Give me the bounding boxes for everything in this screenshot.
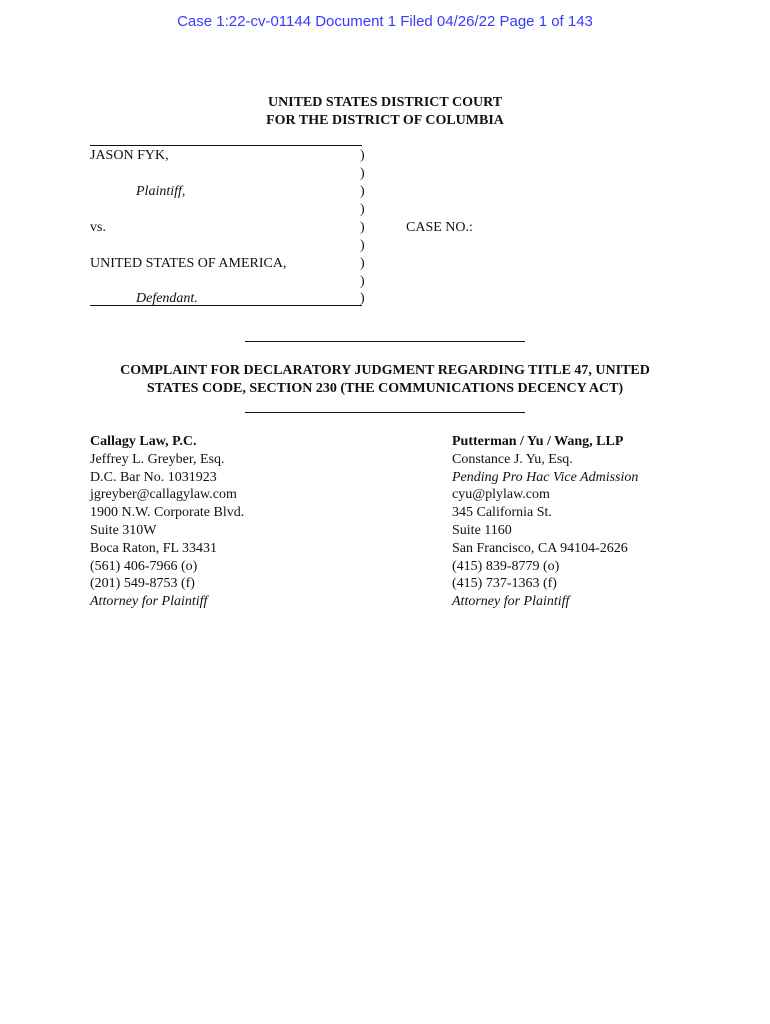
versus-label: vs. — [90, 220, 106, 235]
caption-paren: ) — [360, 148, 365, 163]
counsel-line: (415) 839-8779 (o) — [452, 558, 560, 574]
caption-paren: ) — [360, 274, 365, 289]
court-name: UNITED STATES DISTRICT COURT — [267, 95, 503, 110]
complaint-title — [60, 362, 710, 398]
caption-paren: ) — [360, 202, 365, 217]
defendant-name: UNITED STATES OF AMERICA, — [90, 256, 287, 271]
court-heading — [0, 94, 770, 130]
caption-paren: ) — [360, 184, 365, 199]
firm-name: Putterman / Yu / Wang, LLP — [452, 434, 624, 449]
plaintiff-name: JASON FYK, — [90, 148, 169, 163]
counsel-line: 1900 N.W. Corporate Blvd. — [90, 505, 245, 521]
title-bottom-rule — [245, 412, 525, 413]
counsel-line: Suite 1160 — [452, 522, 512, 538]
complaint-title-line: COMPLAINT FOR DECLARATORY JUDGMENT REGARDING TITLE 47, UNITED — [120, 363, 650, 378]
counsel-line: Constance J. Yu, Esq. — [452, 451, 573, 467]
title-top-rule — [245, 341, 525, 342]
counsel-line: jgreyber@callagylaw.com — [90, 487, 237, 503]
case-header-stamp: Case 1:22-cv-01144 Document 1 Filed 04/26/22 Page 1 of 143 — [177, 13, 593, 30]
counsel-role: Attorney for Plaintiff — [90, 594, 208, 610]
counsel-block-right — [452, 433, 638, 611]
caption-bottom-rule — [90, 305, 362, 306]
caption-paren: ) — [360, 220, 365, 235]
firm-name: Callagy Law, P.C. — [90, 434, 197, 449]
caption-paren: ) — [360, 256, 365, 271]
counsel-line: San Francisco, CA 94104-2626 — [452, 540, 628, 556]
admission-status: Pending Pro Hac Vice Admission — [452, 469, 639, 485]
counsel-role: Attorney for Plaintiff — [452, 594, 570, 610]
counsel-block-left — [90, 433, 244, 611]
counsel-line: (561) 406-7966 (o) — [90, 558, 198, 574]
court-district: FOR THE DISTRICT OF COLUMBIA — [266, 113, 504, 128]
caption-paren: ) — [360, 291, 365, 306]
counsel-line: (201) 549-8753 (f) — [90, 576, 195, 592]
caption-paren: ) — [360, 238, 365, 253]
caption-top-rule — [90, 145, 362, 146]
case-number-label: CASE NO.: — [406, 220, 473, 235]
defendant-role: Defendant. — [136, 291, 198, 306]
counsel-line: Boca Raton, FL 33431 — [90, 540, 218, 556]
caption-paren: ) — [360, 166, 365, 181]
plaintiff-role: Plaintiff, — [136, 184, 186, 199]
counsel-line: cyu@plylaw.com — [452, 487, 550, 503]
counsel-line: Jeffrey L. Greyber, Esq. — [90, 451, 225, 467]
counsel-line: D.C. Bar No. 1031923 — [90, 469, 217, 485]
counsel-line: Suite 310W — [90, 522, 157, 538]
complaint-title-line: STATES CODE, SECTION 230 (THE COMMUNICATIONS DECENCY ACT) — [146, 381, 624, 396]
counsel-line: (415) 737-1363 (f) — [452, 576, 557, 592]
counsel-line: 345 California St. — [452, 505, 552, 521]
